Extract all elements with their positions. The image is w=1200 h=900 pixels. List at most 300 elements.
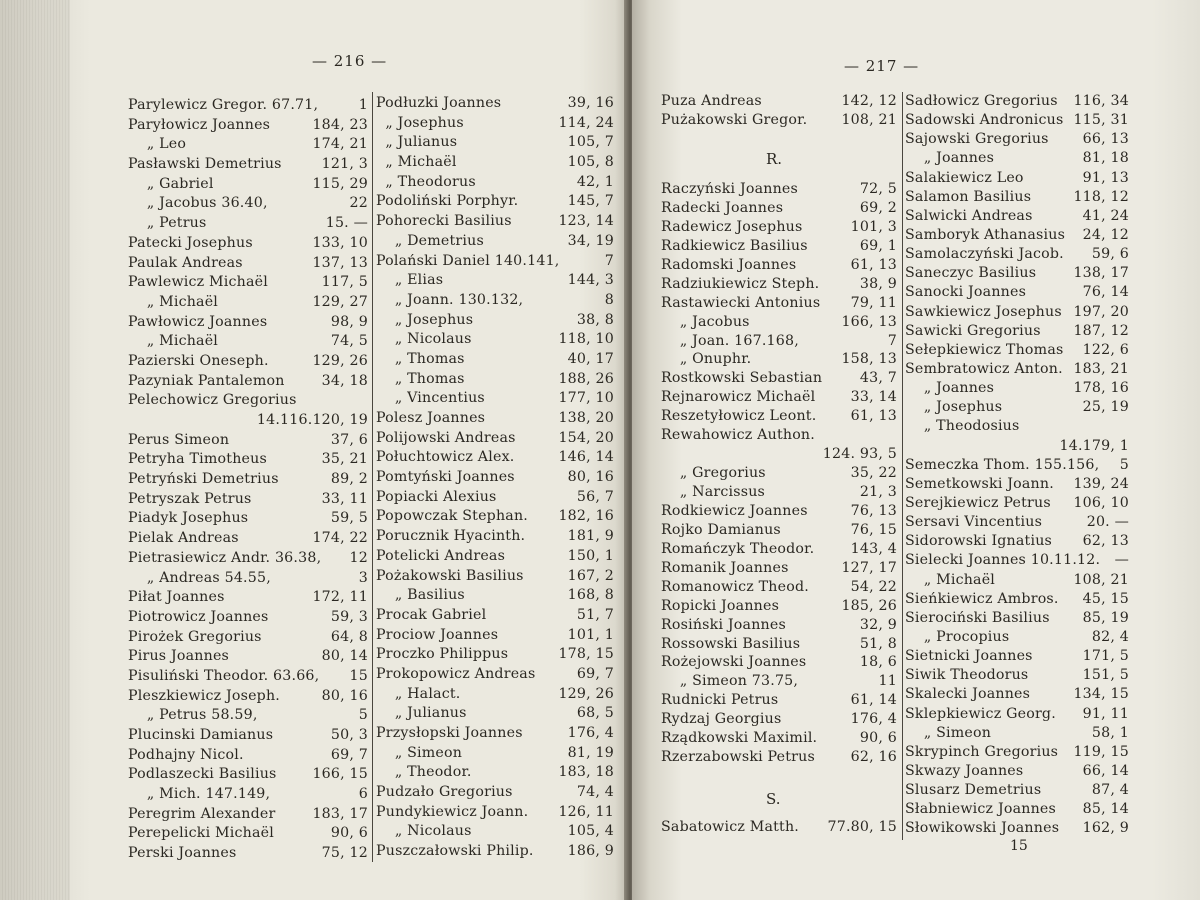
entry-page-ref: 38, 9: [859, 275, 897, 292]
index-entry: [905, 322, 1129, 341]
entry-name: Słabniewicz Joannes: [905, 801, 1056, 818]
index-entry: [661, 616, 897, 635]
entry-name: Podłuzki Joannes: [376, 95, 502, 111]
index-entry: [128, 785, 368, 805]
entry-name: Radewicz Josephus: [661, 218, 803, 235]
entry-name: Piłat Joannes: [128, 589, 225, 606]
entry-name: Polesz Joannes: [376, 410, 486, 426]
index-entry: [376, 330, 614, 350]
entry-name: Pielak Andreas: [128, 530, 239, 547]
entry-name: Rastawiecki Antonius: [661, 294, 821, 311]
entry-page-ref: 66, 14: [1082, 762, 1129, 779]
entry-page-ref: 176, 4: [850, 711, 897, 728]
entry-page-ref: 182, 16: [558, 508, 614, 525]
entry-name: Perus Simeon: [128, 431, 230, 448]
entry-page-ref: 80, 16: [567, 469, 614, 486]
entry-name: Przysłopski Joannes: [376, 725, 523, 741]
index-entry: [376, 704, 614, 724]
entry-page-ref: 41, 24: [1082, 207, 1129, 224]
entry-name: Procak Gabriel: [376, 606, 487, 623]
index-entry: [128, 588, 368, 608]
entry-page-ref: 187, 12: [1073, 322, 1129, 339]
entry-page-ref: 90, 6: [859, 730, 897, 747]
entry-name: Pasławski Demetrius: [128, 156, 282, 173]
entry-page-ref: 178, 15: [558, 646, 614, 663]
entry-name: „ Michaël: [376, 154, 457, 171]
entry-page-ref: 62, 16: [850, 749, 897, 766]
entry-page-ref: 116, 34: [1073, 93, 1129, 109]
entry-name: Skalecki Joannes: [905, 686, 1031, 703]
entry-name: „ Gabriel: [128, 175, 214, 192]
entry-page-ref: —: [1114, 552, 1129, 569]
entry-name: Proczko Philippus: [376, 646, 509, 663]
index-entry: [661, 691, 897, 710]
entry-name: „ Onuphr.: [661, 351, 752, 368]
index-entry: [376, 783, 614, 803]
index-entry: [376, 665, 614, 685]
entry-page-ref: 85, 19: [1082, 609, 1129, 626]
entry-name: Rostkowski Sebastian: [661, 370, 823, 387]
index-entry: [661, 294, 897, 313]
entry-name: Puza Andreas: [661, 93, 762, 109]
index-entry: [128, 214, 368, 234]
entry-name: Pirożek Gregorius: [128, 628, 262, 645]
entry-name: Radkiewicz Basilius: [661, 237, 808, 254]
entry-name: Sajowski Gregorius: [905, 131, 1049, 148]
entry-name: „ Simeon: [905, 724, 992, 741]
entry-page-ref: 72, 5: [859, 181, 897, 197]
entry-name: Piotrowicz Joannes: [128, 608, 269, 625]
entry-page-ref: 162, 9: [1082, 820, 1129, 837]
entry-name: Pomtyński Joannes: [376, 469, 515, 486]
entry-name: Rejnarowicz Michaël: [661, 389, 816, 406]
entry-name: „ Simeon 73.75,: [661, 673, 799, 690]
entry-name: „ Josephus: [376, 114, 464, 131]
entry-name: Rożejowski Joannes: [661, 654, 807, 671]
entry-page-ref: 98, 9: [330, 313, 368, 330]
index-entry: [905, 800, 1129, 819]
index-entry: [905, 724, 1129, 743]
index-entry: [905, 149, 1129, 168]
entry-page-ref: 145, 7: [567, 193, 614, 210]
index-entry: [128, 431, 368, 451]
entry-name: Paulak Andreas: [128, 254, 243, 271]
index-entry: [128, 96, 368, 116]
entry-page-ref: 158, 13: [841, 351, 897, 368]
entry-page-ref: 138, 17: [1073, 265, 1129, 282]
entry-name: „ Jacobus: [661, 313, 750, 330]
entry-name: Podlaszecki Basilius: [128, 766, 277, 783]
index-entry: [661, 818, 897, 837]
entry-page-ref: 105, 4: [567, 823, 614, 840]
entry-page-ref: 105, 7: [567, 134, 614, 151]
entry-page-ref: 74, 4: [576, 784, 614, 801]
column-divider: [372, 92, 373, 862]
entry-name: Pundykiewicz Joann.: [376, 803, 529, 820]
entry-name: Sieńkiewicz Ambros.: [905, 590, 1059, 607]
entry-page-ref: 15. —: [325, 215, 368, 232]
index-entry: [905, 819, 1129, 838]
entry-name: Prociow Joannes: [376, 626, 499, 643]
entry-name: Perepelicki Michaël: [128, 825, 274, 842]
index-entry: [128, 135, 368, 155]
index-entry: [128, 470, 368, 490]
entry-name: Sawicki Gregorius: [905, 322, 1041, 339]
entry-page-ref: 58, 1: [1091, 724, 1129, 741]
index-entry: [376, 409, 614, 429]
entry-name: Pożakowski Basilius: [376, 567, 524, 584]
index-entry: [376, 232, 614, 252]
entry-page-ref: 3: [358, 569, 368, 586]
index-entry: [661, 111, 897, 130]
entry-page-ref: 181, 9: [567, 528, 614, 545]
entry-page-ref: 18, 6: [859, 654, 897, 671]
entry-name: Salamon Basilius: [905, 188, 1032, 205]
entry-page-ref: 32, 9: [859, 616, 897, 633]
entry-page-ref: 150, 1: [567, 547, 614, 564]
entry-name: „ Thomas: [376, 350, 465, 367]
entry-page-ref: 37, 6: [330, 431, 368, 448]
entry-name: „ Joann. 130.132,: [376, 291, 524, 308]
entry-page-ref: 121, 3: [321, 156, 368, 173]
index-entry: [905, 571, 1129, 590]
index-entry: [661, 180, 897, 199]
entry-page-ref: 183, 21: [1073, 360, 1129, 377]
index-entry: [905, 130, 1129, 149]
index-entry: [376, 822, 614, 842]
entry-name: Rzerzabowski Petrus: [661, 749, 815, 766]
index-entry: [661, 653, 897, 672]
left-column-1: [128, 96, 368, 864]
index-entry: [661, 199, 897, 218]
entry-page-ref: 146, 14: [558, 449, 614, 466]
entry-page-ref: 105, 8: [567, 154, 614, 171]
entry-page-ref: 106, 10: [1073, 494, 1129, 511]
entry-page-ref: 174, 22: [312, 530, 368, 547]
entry-page-ref: 74, 5: [330, 333, 368, 350]
entry-page-ref: 85, 14: [1082, 801, 1129, 818]
entry-name: „ Nicolaus: [376, 331, 472, 348]
entry-page-ref: 68, 5: [576, 705, 614, 722]
entry-page-ref: 119, 15: [1073, 743, 1129, 760]
entry-name: Ropicki Joannes: [661, 597, 780, 614]
entry-name: Plucinski Damianus: [128, 727, 274, 743]
entry-name: Semeczka Thom. 155.156,: [905, 456, 1100, 473]
entry-page-ref: 54, 22: [850, 578, 897, 595]
index-entry: [376, 448, 614, 468]
entry-page-ref: 166, 15: [312, 766, 368, 783]
entry-name: „ Michaël: [905, 571, 996, 588]
entry-name: „ Thomas: [376, 370, 465, 387]
index-entry: [661, 729, 897, 748]
index-entry: [376, 311, 614, 331]
index-entry: [376, 173, 614, 193]
entry-name: Sełepkiewicz Thomas: [905, 341, 1064, 358]
index-entry: [376, 212, 614, 232]
index-entry: [128, 116, 368, 136]
index-entry: [128, 293, 368, 313]
entry-page-ref: 167, 2: [567, 567, 614, 584]
entry-page-ref: 80, 14: [321, 648, 368, 665]
index-entry: [376, 527, 614, 547]
index-entry: [128, 706, 368, 726]
index-entry: [905, 456, 1129, 475]
index-entry: [376, 252, 614, 272]
entry-name: Radecki Joannes: [661, 199, 784, 216]
index-entry: [376, 803, 614, 823]
entry-page-ref: 134, 15: [1073, 686, 1129, 703]
entry-page-ref: 5: [358, 707, 368, 724]
entry-name: Pohorecki Basilius: [376, 213, 512, 230]
entry-name: „ Basilius: [376, 587, 465, 604]
entry-page-ref: 89, 2: [330, 471, 368, 488]
index-entry: [661, 502, 897, 521]
index-entry: [905, 245, 1129, 264]
index-entry: [661, 521, 897, 540]
entry-name: Perski Joannes: [128, 845, 237, 862]
entry-page-ref: 76, 15: [850, 521, 897, 538]
entry-page-ref: 174, 21: [312, 136, 368, 153]
right-page: [632, 0, 1200, 900]
index-entry: [905, 398, 1129, 417]
entry-page-ref: 166, 13: [841, 313, 897, 330]
index-entry: [376, 114, 614, 134]
index-entry: [376, 586, 614, 606]
entry-name: Sembratowicz Anton.: [905, 360, 1063, 377]
entry-name: Sidorowski Ignatius: [905, 533, 1053, 550]
entry-name: Porucznik Hyacinth.: [376, 528, 526, 545]
entry-page-ref: 184, 23: [312, 116, 368, 133]
entry-page-ref: 101, 3: [850, 218, 897, 235]
index-entry: [376, 488, 614, 508]
entry-page-ref: 108, 21: [1073, 571, 1129, 588]
entry-name: Rządkowski Maximil.: [661, 730, 818, 747]
entry-name: Petryha Timotheus: [128, 451, 267, 468]
index-entry: [376, 468, 614, 488]
index-entry: [376, 271, 614, 291]
entry-name: Piadyk Josephus: [128, 510, 249, 527]
entry-page-ref: 12: [349, 549, 368, 566]
entry-page-ref: 79, 11: [850, 294, 897, 311]
entry-name: Petryszak Petrus: [128, 490, 252, 507]
index-entry: [128, 155, 368, 175]
entry-page-ref: 40, 17: [567, 350, 614, 367]
index-entry: [661, 350, 897, 369]
index-entry: [128, 450, 368, 470]
index-entry: [128, 391, 368, 411]
entry-page-ref: 59, 5: [330, 510, 368, 527]
entry-page-ref: 77.80, 15: [827, 819, 897, 835]
entry-page-ref: 21, 3: [859, 484, 897, 500]
index-entry: [376, 744, 614, 764]
entry-page-ref: 138, 20: [558, 410, 614, 426]
index-entry: [905, 475, 1129, 494]
entry-name: Samolaczyński Jacob.: [905, 246, 1064, 263]
entry-page-ref: 62, 13: [1082, 533, 1129, 550]
entry-name: Połuchtowicz Alex.: [376, 449, 515, 466]
entry-page-ref: 45, 15: [1082, 590, 1129, 607]
entry-name: Sadowski Andronicus: [905, 112, 1064, 129]
index-entry: [905, 666, 1129, 685]
page-edge-stack: [0, 0, 70, 900]
entry-page-ref: 69, 2: [859, 199, 897, 216]
index-entry: [661, 540, 897, 559]
index-entry: [661, 710, 897, 729]
index-entry: [376, 626, 614, 646]
entry-page-ref: 64, 8: [330, 628, 368, 645]
entry-page-ref: 117, 5: [321, 274, 368, 291]
index-entry: [128, 667, 368, 687]
entry-page-ref: 51, 8: [859, 635, 897, 652]
entry-page-ref: 69, 1: [859, 237, 897, 254]
index-entry: [905, 169, 1129, 188]
index-entry: [661, 635, 897, 654]
entry-name: Paryłowicz Joannes: [128, 116, 271, 133]
index-entry: [905, 417, 1129, 436]
signature-mark: 15: [1010, 838, 1028, 854]
entry-page-ref: 114, 24: [558, 114, 614, 131]
entry-name: „ Julianus: [376, 134, 458, 151]
entry-name: Słowikowski Joannes: [905, 820, 1060, 837]
index-entry: [905, 360, 1129, 379]
entry-name: Prokopowicz Andreas: [376, 665, 536, 682]
entry-name: Sierociński Basilius: [905, 609, 1050, 626]
right-column-2: [905, 92, 1129, 838]
entry-page-ref: 137, 13: [312, 254, 368, 271]
index-entry: [128, 805, 368, 825]
entry-page-ref: 172, 11: [312, 589, 368, 606]
entry-name: Rydzaj Georgius: [661, 711, 782, 728]
index-entry: [128, 687, 368, 707]
index-entry: [905, 513, 1129, 532]
section-letter-r: R.: [766, 150, 783, 168]
entry-name: Radziukiewicz Steph.: [661, 275, 820, 292]
entry-name: „ Jacobus 36.40,: [128, 195, 268, 212]
entry-name: Salakiewicz Leo: [905, 169, 1024, 186]
entry-page-ref: 129, 26: [558, 685, 614, 702]
index-entry: [661, 597, 897, 616]
entry-page-ref: 50, 3: [330, 727, 368, 743]
entry-page-ref: 171, 5: [1082, 648, 1129, 665]
entry-page-ref: 34, 18: [321, 372, 368, 389]
entry-name: Reszetyłowicz Leont.: [661, 408, 817, 425]
index-entry: [376, 429, 614, 449]
index-entry: [905, 494, 1129, 513]
index-entry: [905, 628, 1129, 647]
index-entry: [376, 507, 614, 527]
index-entry: [128, 549, 368, 569]
entry-name: Sersavi Vincentius: [905, 514, 1043, 531]
index-entry: [128, 490, 368, 510]
entry-name: Saneczyc Basilius: [905, 265, 1037, 282]
entry-name: Rossowski Basilius: [661, 635, 801, 652]
entry-name: „ Halact.: [376, 685, 461, 702]
index-entry: [661, 407, 897, 426]
entry-page-ref: 7: [604, 252, 614, 269]
entry-name: Polański Daniel 140.141,: [376, 252, 560, 269]
entry-name: Parylewicz Gregor. 67.71,: [128, 97, 319, 113]
entry-name: „ Michaël: [128, 293, 219, 310]
entry-name: Rojko Damianus: [661, 521, 781, 538]
entry-name: Raczyński Joannes: [661, 181, 799, 197]
entry-page-ref: 151, 5: [1082, 667, 1129, 684]
entry-name: „ Vincentius: [376, 390, 485, 407]
index-entry: [905, 341, 1129, 360]
entry-page-ref: 61, 13: [850, 408, 897, 425]
index-entry: [376, 763, 614, 783]
entry-name: Potelicki Andreas: [376, 547, 506, 564]
index-entry: [905, 303, 1129, 322]
index-entry: [905, 551, 1129, 570]
entry-name: Sabatowicz Matth.: [661, 819, 800, 835]
index-entry: [905, 207, 1129, 226]
index-entry: [128, 628, 368, 648]
entry-page-ref: 59, 6: [1091, 246, 1129, 263]
index-entry: [905, 437, 1129, 456]
entry-page-ref: 144, 3: [567, 272, 614, 289]
entry-name: „ Theodosius: [905, 418, 1020, 435]
entry-name: Popowczak Stephan.: [376, 508, 529, 525]
index-entry: [376, 370, 614, 390]
column-divider: [902, 92, 903, 840]
index-entry: [128, 844, 368, 864]
entry-page-ref: 197, 20: [1073, 303, 1129, 320]
index-entry: [905, 781, 1129, 800]
entry-page-ref: 56, 7: [576, 488, 614, 505]
entry-page-ref: 69, 7: [330, 746, 368, 763]
entry-name: Pietrasiewicz Andr. 36.38,: [128, 549, 322, 566]
index-entry: [128, 313, 368, 333]
entry-name: „ Leo: [128, 136, 187, 153]
entry-name: Skwazy Joannes: [905, 762, 1024, 779]
index-entry: [905, 647, 1129, 666]
index-entry: [128, 175, 368, 195]
entry-name: Sadłowicz Gregorius: [905, 93, 1058, 109]
entry-page-ref: 22: [349, 195, 368, 212]
entry-page-ref: 82, 4: [1091, 628, 1129, 645]
entry-page-ref: 42, 1: [576, 173, 614, 190]
index-entry: [376, 192, 614, 212]
index-entry: [128, 194, 368, 214]
entry-page-ref: 118, 10: [558, 331, 614, 348]
entry-page-ref: 24, 12: [1082, 226, 1129, 243]
entry-page-ref: 34, 19: [567, 232, 614, 249]
entry-name: Siwik Theodorus: [905, 667, 1029, 684]
page-number-217: — 217 —: [844, 57, 920, 75]
entry-page-ref: 14.116.120, 19: [256, 412, 368, 428]
entry-page-ref: 38, 8: [576, 311, 614, 328]
entry-page-ref: 123, 14: [558, 213, 614, 230]
entry-name: Podhajny Nicol.: [128, 746, 244, 763]
entry-page-ref: 81, 19: [567, 744, 614, 761]
entry-page-ref: 51, 7: [576, 606, 614, 623]
entry-page-ref: 143, 4: [850, 540, 897, 557]
index-entry: [376, 291, 614, 311]
index-entry: [905, 111, 1129, 130]
index-entry: [128, 529, 368, 549]
entry-name: „ Joannes: [905, 150, 995, 167]
entry-name: Pirus Joannes: [128, 648, 230, 665]
entry-page-ref: 33, 14: [850, 389, 897, 406]
entry-page-ref: 76, 14: [1082, 284, 1129, 301]
entry-page-ref: 90, 6: [330, 825, 368, 842]
entry-page-ref: 118, 12: [1073, 188, 1129, 205]
index-entry: [376, 842, 614, 862]
entry-page-ref: 91, 11: [1082, 705, 1129, 722]
index-entry: [661, 218, 897, 237]
entry-name: Romanik Joannes: [661, 559, 789, 576]
entry-name: „ Narcissus: [661, 484, 766, 500]
